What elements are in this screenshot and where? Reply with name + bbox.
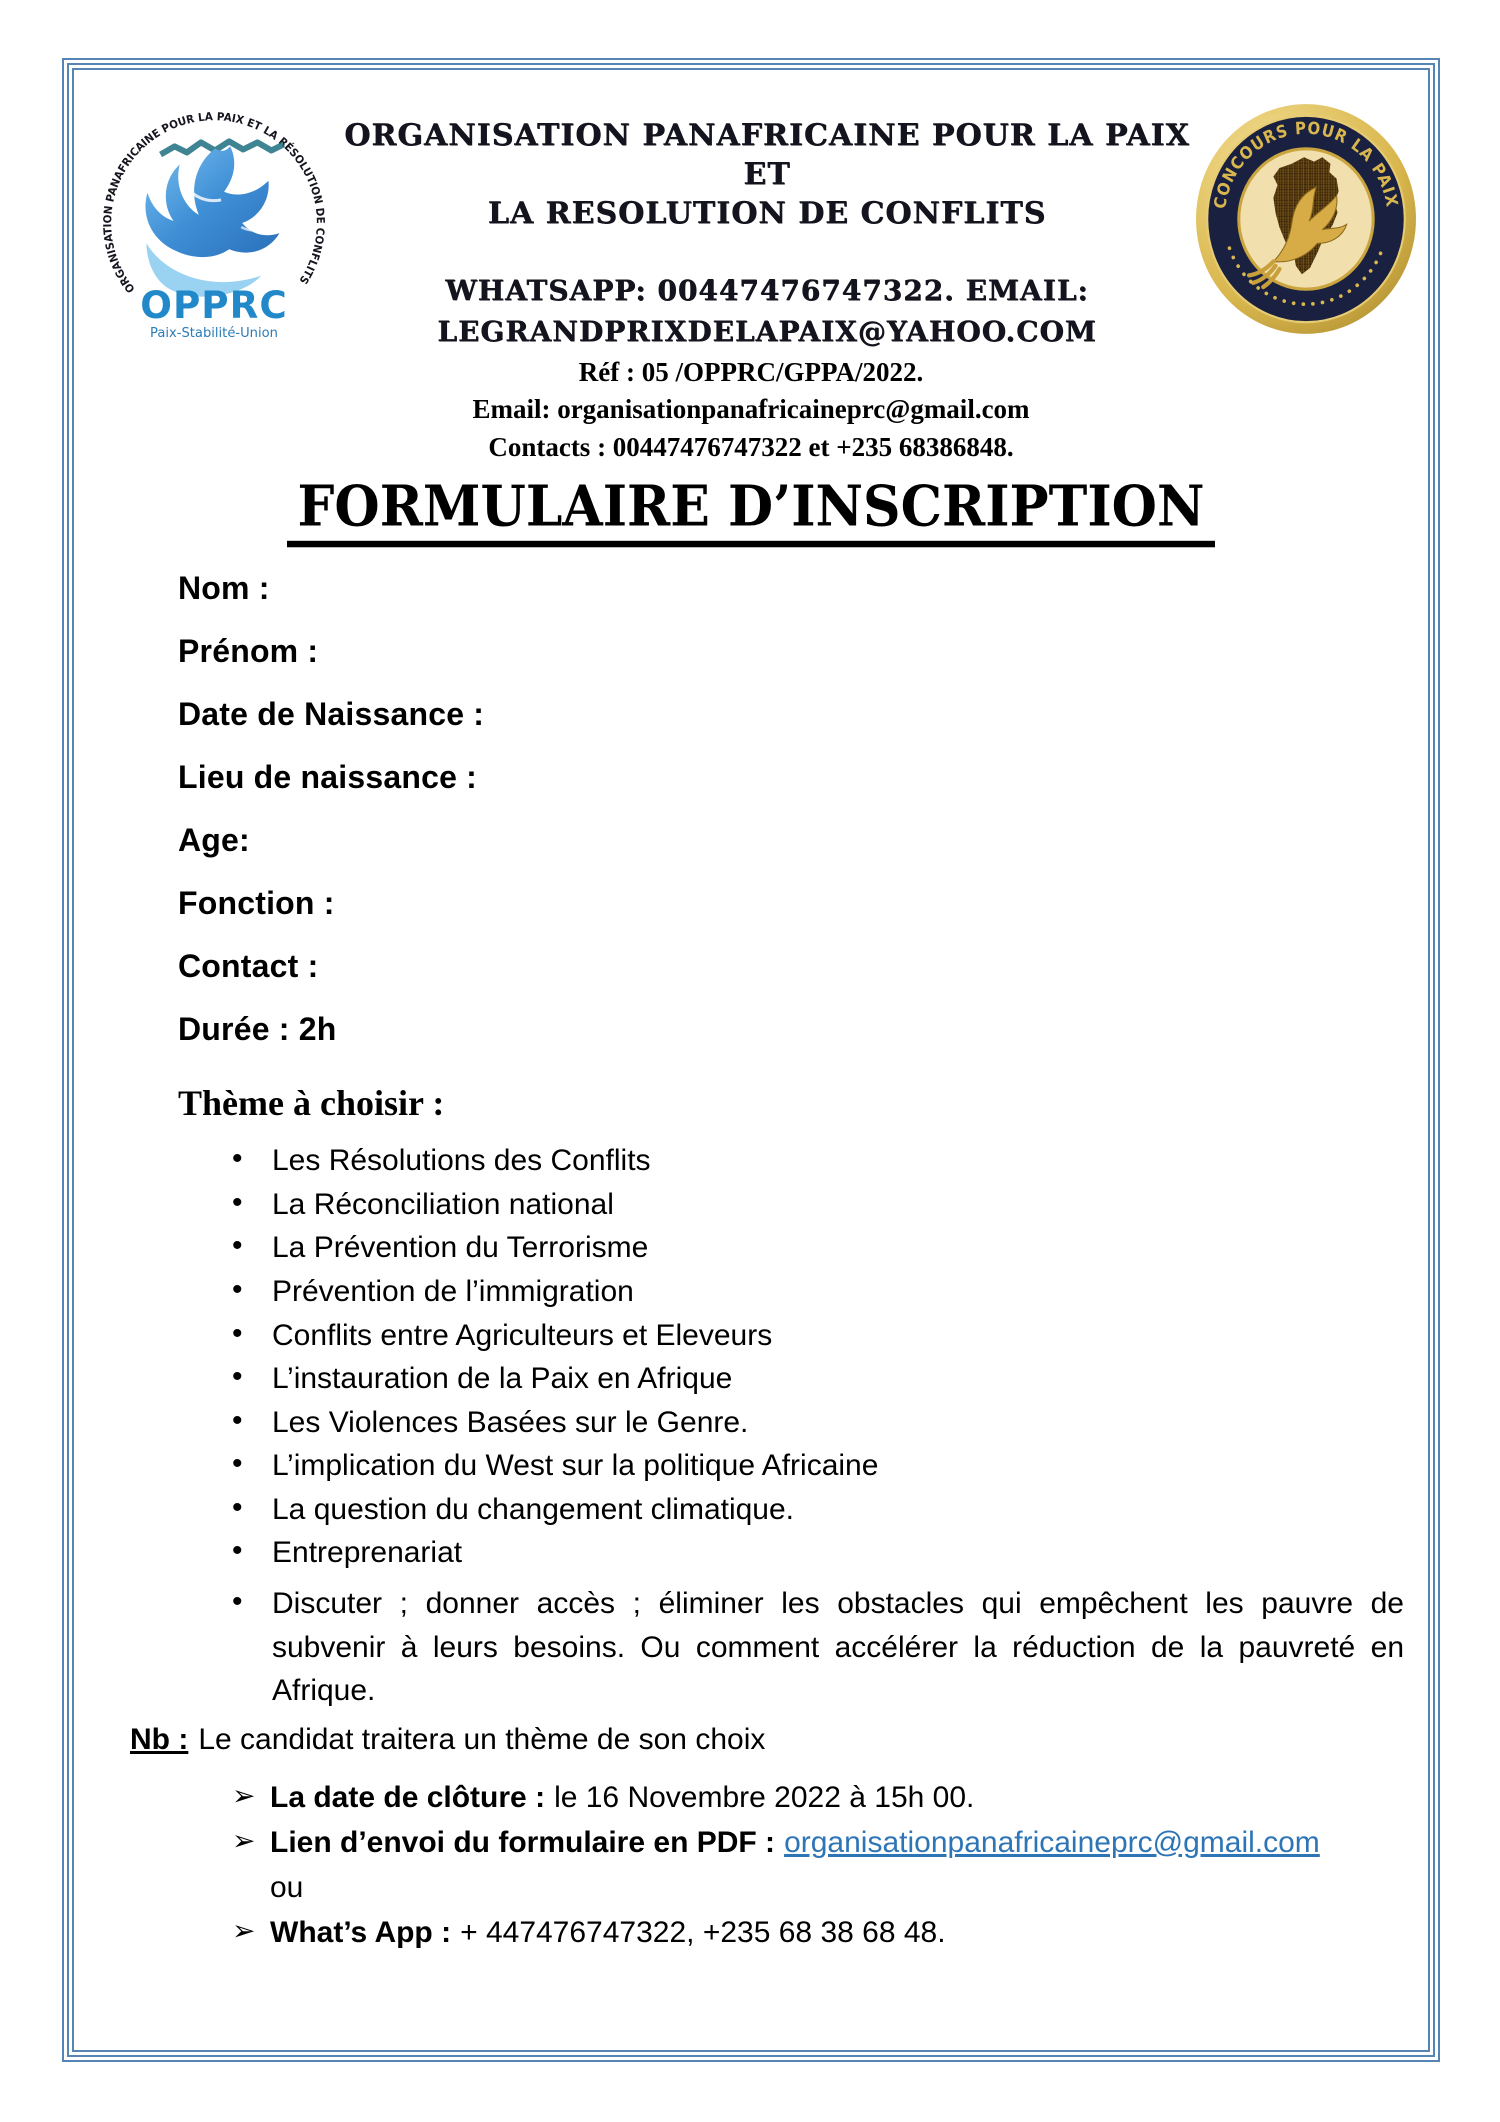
page-content [72, 68, 1430, 2052]
ref-email-line: Email: organisationpanafricaineprc@gmail.com [472, 394, 1030, 425]
arrow-bullet-icon: ➢ [232, 1779, 256, 1811]
closing-item-send-link [232, 1824, 1404, 1904]
opprc-logo-icon [88, 92, 340, 344]
concours-medallion [1194, 102, 1418, 341]
theme-item: • Prévention de l’immigration [232, 1272, 634, 1308]
arrow-bullet-icon: ➢ [232, 1824, 256, 1856]
opprc-logo [88, 92, 340, 349]
closing-item-whatsapp [232, 1914, 1404, 1949]
whatsapp-numbers: + 447476747322, +235 68 38 68 48. [460, 1915, 946, 1949]
email-link[interactable]: organisationpanafricaineprc@gmail.com [784, 1825, 1320, 1859]
theme-item: • Conflits entre Agriculteurs et Eleveurs [232, 1316, 773, 1352]
bullet-icon: • [232, 1447, 243, 1481]
org-name [340, 116, 1194, 233]
field-duree: Durée : 2h [178, 1011, 337, 1048]
bullet-icon: • [232, 1142, 243, 1176]
field-age: Age: [178, 822, 250, 859]
theme-item: • L’implication du West sur la politique Africaine [232, 1447, 879, 1483]
bullet-icon: • [232, 1185, 243, 1219]
bullet-icon: • [232, 1534, 243, 1568]
page-title: FORMULAIRE D’INSCRIPTION [287, 476, 1214, 547]
theme-heading: Thème à choisir : [178, 1083, 445, 1124]
nb-note [130, 1719, 1428, 1761]
bullet-icon: • [232, 1272, 243, 1306]
bullet-icon: • [232, 1316, 243, 1350]
header-text [340, 92, 1194, 352]
bullet-icon: • [232, 1360, 243, 1394]
field-lieu-naissance: Lieu de naissance : [178, 759, 478, 796]
dove-icon [145, 141, 283, 296]
bullet-icon: • [232, 1585, 243, 1619]
theme-item: • La Réconciliation national [232, 1185, 614, 1221]
whatsapp-label: What’s App : [270, 1915, 452, 1949]
nb-text: Le candidat traitera un thème de son choix [198, 1722, 766, 1756]
theme-item: • L’instauration de la Paix en Afrique [232, 1360, 733, 1396]
theme-item: • Les Résolutions des Conflits [232, 1142, 651, 1178]
field-nom: Nom : [178, 570, 270, 607]
page-border-mid [67, 63, 1435, 2057]
theme-item: • La Prévention du Terrorisme [232, 1229, 649, 1265]
org-contact [340, 271, 1194, 352]
closing-list [74, 1781, 1428, 1949]
form-fields [178, 570, 1428, 1048]
org-name-line2: LA RESOLUTION DE CONFLITS [487, 196, 1047, 231]
field-contact: Contact : [178, 948, 319, 985]
arrow-bullet-icon: ➢ [232, 1914, 256, 1946]
bullet-icon: • [232, 1229, 243, 1263]
field-fonction: Fonction : [178, 885, 335, 922]
org-name-line1: ORGANISATION PANAFRICAINE POUR LA PAIX ET [344, 118, 1190, 192]
ref-line: Réf : 05 /OPPRC/GPPA/2022. [578, 357, 924, 388]
bullet-icon: • [232, 1403, 243, 1437]
theme-item: • Entreprenariat [232, 1534, 463, 1570]
theme-item: • Discuter ; donner accès ; éliminer les obstacles qui empêchent les pauvre de subvenir à leurs besoins. Ou comment accélérer la réduction de la pauvreté en Afrique. [272, 1582, 1404, 1713]
whatsapp-line: WHATSAPP: 00447476747322. EMAIL: [445, 274, 1089, 307]
opprc-acronym: OPPRC [140, 282, 288, 327]
opprc-arc-text: ORGANISATION PANAFRICAINE POUR LA PAIX ET LA RÉSOLUTION DE CONFLITS [101, 110, 327, 296]
field-date-naissance: Date de Naissance : [178, 696, 485, 733]
ref-contacts-line: Contacts : 00447476747322 et +235 68386848. [488, 431, 1014, 462]
header [74, 70, 1428, 352]
bullet-icon: • [232, 1490, 243, 1524]
opprc-motto: Paix-Stabilité-Union [150, 325, 278, 341]
deadline-value: le 16 Novembre 2022 à 15h 00. [554, 1780, 975, 1814]
page-border [62, 58, 1440, 2062]
deadline-label: La date de clôture : [270, 1780, 546, 1814]
theme-item: • Les Violences Basées sur le Genre. [232, 1403, 749, 1439]
theme-list [74, 1142, 1428, 1712]
theme-item: • La question du changement climatique. [232, 1490, 795, 1526]
nb-label: Nb : [130, 1722, 189, 1756]
concours-medallion-icon [1194, 102, 1418, 336]
concours-arc-text: CONCOURS POUR LA PAIX [1210, 118, 1402, 211]
header-email-line: LEGRANDPRIXDELAPAIX@YAHOO.COM [437, 314, 1097, 348]
closing-item-deadline [232, 1779, 1404, 1814]
ref-block [74, 354, 1428, 466]
field-prenom: Prénom : [178, 633, 319, 670]
ou-text: ou [270, 1870, 304, 1904]
send-link-label: Lien d’envoi du formulaire en PDF : [270, 1825, 776, 1859]
